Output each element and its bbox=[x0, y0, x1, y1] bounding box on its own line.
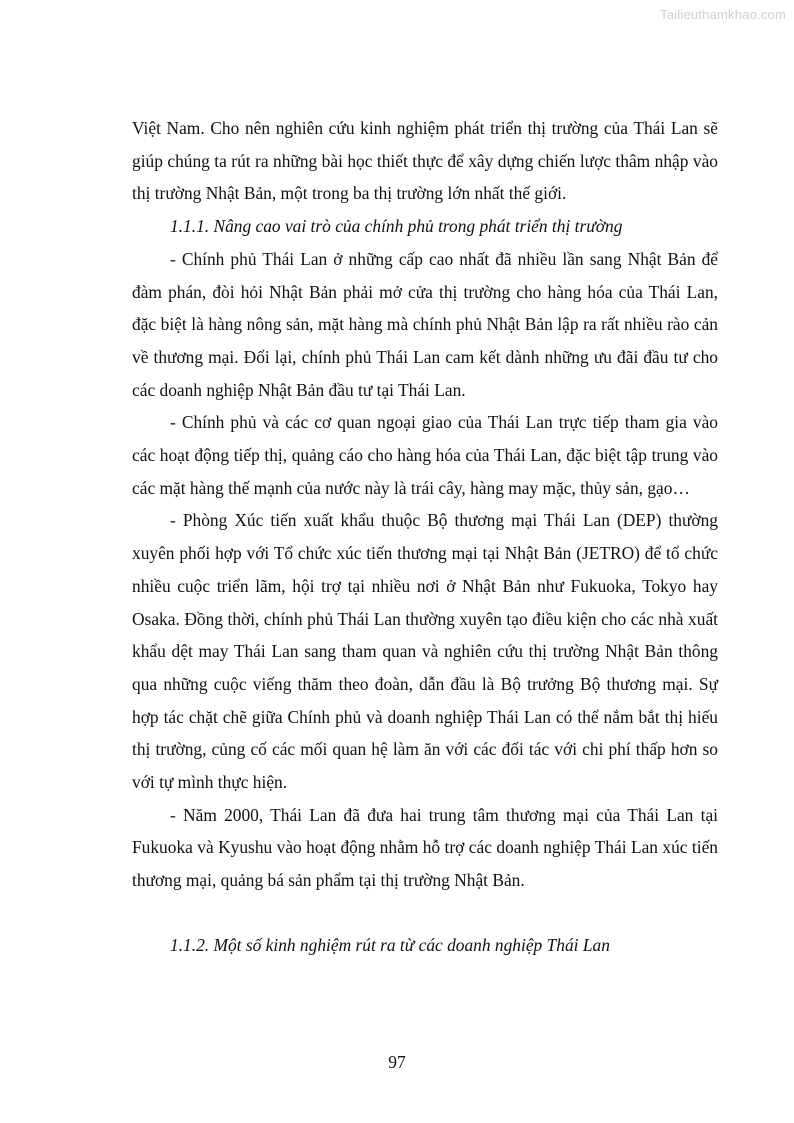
document-body bbox=[132, 112, 718, 962]
page-number: 97 bbox=[388, 1052, 406, 1072]
section-heading-1-1-1: 1.1.1. Nâng cao vai trò của chính phủ trong phát triển thị trường bbox=[170, 216, 623, 237]
paragraph-diplomatic-marketing: - Chính phủ và các cơ quan ngoại giao của Thái Lan trực tiếp tham gia vào các hoạt động tiếp thị, quảng cáo cho hàng hóa của Thái Lan, đặc biệt tập trung vào các mặt hàng thế mạnh của nước này là trái cây, hàng may mặc, thủy sản, gạo… bbox=[132, 412, 718, 498]
watermark-text: Tailieuthamkhao.com bbox=[660, 7, 786, 22]
section-heading-1-1-2: 1.1.2. Một số kinh nghiệm rút ra từ các doanh nghiệp Thái Lan bbox=[170, 934, 610, 955]
paragraph-government-negotiation: - Chính phủ Thái Lan ở những cấp cao nhất đã nhiều lần sang Nhật Bản để đàm phán, đòi hỏi Nhật Bản phải mở cửa thị trường cho hàng hóa của Thái Lan, đặc biệt là hàng nông sản, mặt hàng mà chính phủ Nhật Bản lập ra rất nhiều rào cản về thương mại. Đổi lại, chính phủ Thái Lan cam kết dành những ưu đãi đầu tư cho các doanh nghiệp Nhật Bản đầu tư tại Thái Lan. bbox=[132, 248, 718, 400]
paragraph-trade-centers: - Năm 2000, Thái Lan đã đưa hai trung tâm thương mại của Thái Lan tại Fukuoka và Kyushu vào hoạt động nhằm hỗ trợ các doanh nghiệp Thái Lan xúc tiến thương mại, quảng bá sản phẩm tại thị trường Nhật Bản. bbox=[132, 804, 718, 891]
paragraph-export-promotion: - Phòng Xúc tiến xuất khẩu thuộc Bộ thương mại Thái Lan (DEP) thường xuyên phối hợp với Tổ chức xúc tiến thương mại tại Nhật Bản (JETRO) để tổ chức nhiều cuộc triển lãm, hội trợ tại nhiều nơi ở Nhật Bản như Fukuoka, Tokyo hay Osaka. Đồng thời, chính phủ Thái Lan thường xuyên tạo điều kiện cho các nhà xuất khẩu dệt may Thái Lan sang tham quan và nghiên cứu thị trường Nhật Bản thông qua những cuộc viếng thăm theo đoàn, dẫn đầu là Bộ trưởng Bộ thương mại. Sự hợp tác chặt chẽ giữa Chính phủ và doanh nghiệp Thái Lan có thể nắm bắt thị hiếu thị trường, củng cố các mối quan hệ làm ăn với các đối tác với chi phí thấp hơn so với tự mình thực hiện. bbox=[132, 510, 718, 793]
paragraph-intro: Việt Nam. Cho nên nghiên cứu kinh nghiệm phát triển thị trường của Thái Lan sẽ giúp chúng ta rút ra những bài học thiết thực để xây dựng chiến lược thâm nhập vào thị trường Nhật Bản, một trong ba thị trường lớn nhất thế giới. bbox=[132, 118, 718, 204]
